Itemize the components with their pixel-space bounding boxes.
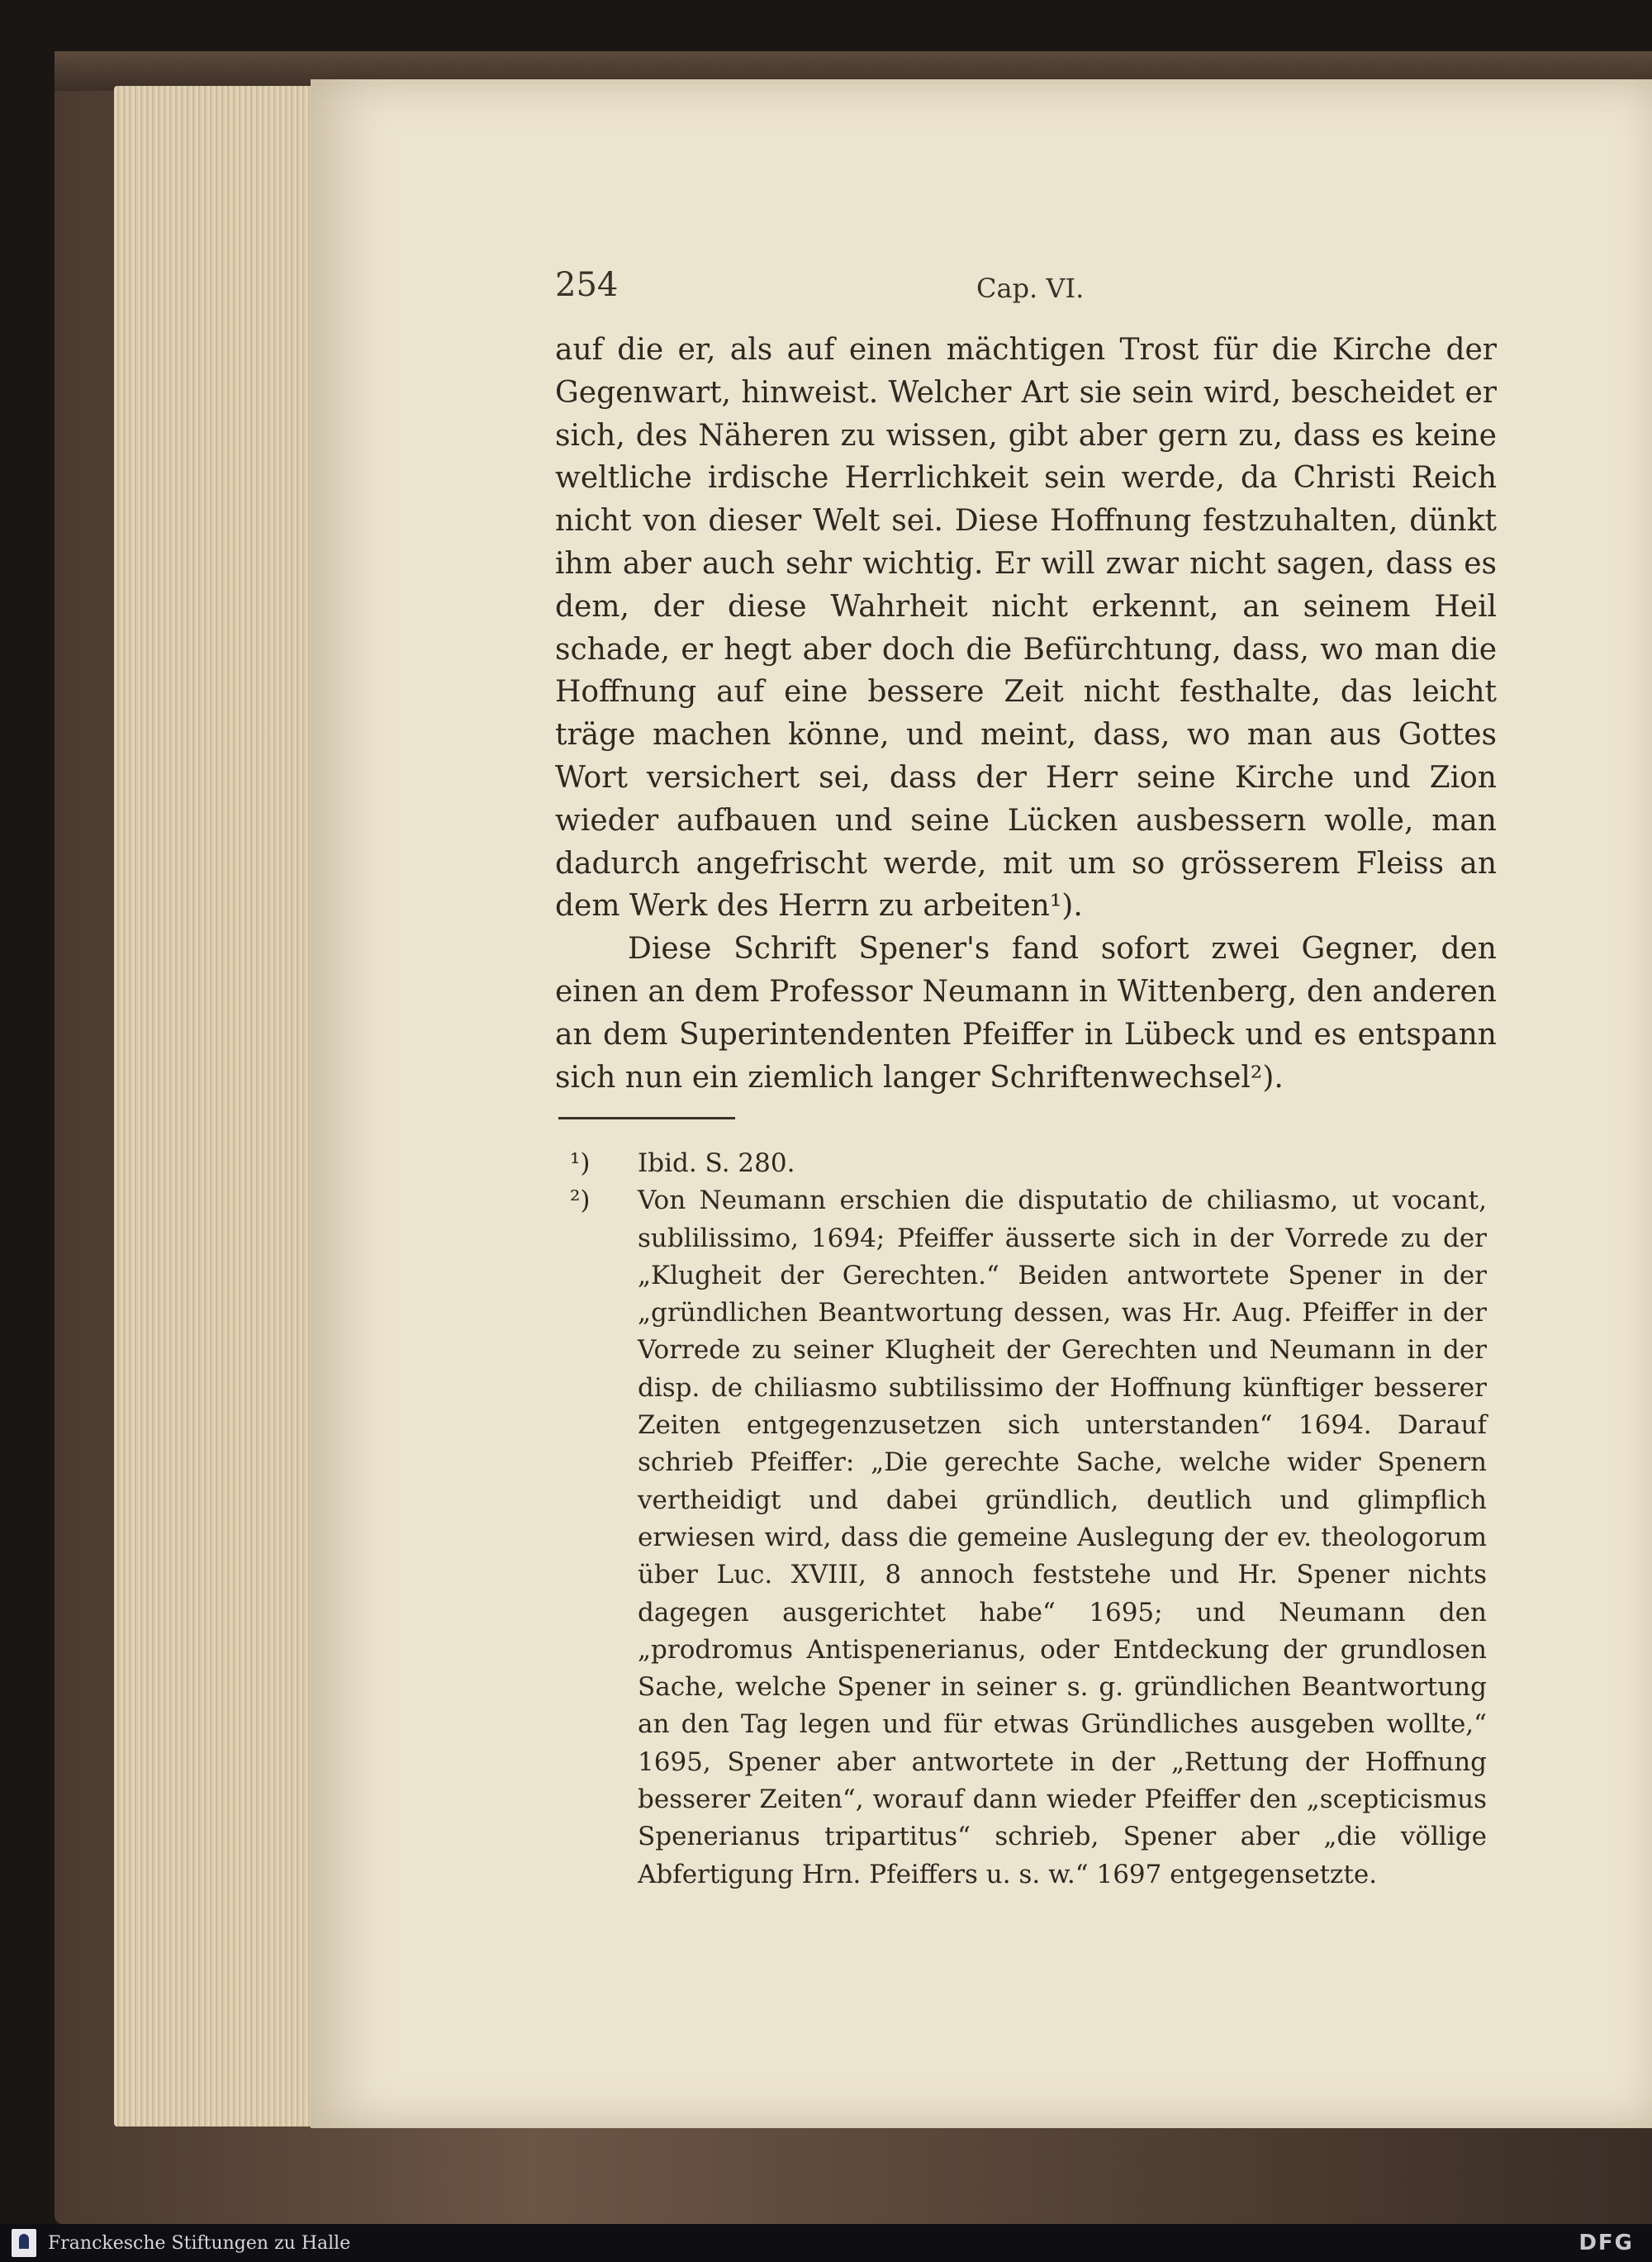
footnote [570, 1182, 1487, 1894]
page-number: 254 [555, 266, 619, 304]
footnote-mark: ²) [570, 1186, 591, 1216]
dfg-logo: DFG [1578, 2231, 1634, 2255]
footer-bar [0, 2224, 1652, 2262]
main-text [555, 329, 1497, 1099]
footnote-text: Ibid. S. 280. [638, 1148, 795, 1178]
paragraph: Diese Schrift Spener's fand sofort zwei Gegner, den einen an dem Professor Neumann in Wittenberg, den anderen an dem Superintendenten Pfeiffer in Lübeck und es entspann sich nun ein ziemlich langer Schriftenwechsel²). [555, 932, 1497, 1095]
footnote-text: Von Neumann erschien die disputatio de chiliasmo, ut vocant, sublilissimo, 1694; Pfeiffer äusserte sich in der Vorrede zu der „Klugheit der Gerechten.“ Beiden antwortete Spener in der „gründlichen Beantwortung dessen, was Hr. Aug. Pfeiffer in der Vorrede zu seiner Klugheit der Gerechten und Neumann in der disp. de chiliasmo subtilissimo der Hoffnung künftiger besserer Zeiten entgegenzusetzen sich unterstanden“ 1694. Darauf schrieb Pfeiffer: „Die gerechte Sache, welche wider Spenern vertheidigt und dabei gründlich, deutlich und glimpflich erwiesen wird, dass die gemeine Auslegung der ev. theologorum über Luc. XVIII, 8 annoch feststehe und Hr. Spener nichts dagegen ausgerichtet habe“ 1695; und Neumann den „prodromus Antispenerianus, oder Entdeckung der grundlosen Sache, welche Spener in seiner s. g. gründlichen Beantwortung an den Tag legen und für etwas Gründliches ausgeben wollte,“ 1695, Spener aber antwortete in der „Rettung der Hoffnung besserer Zeiten“, worauf dann wieder Pfeiffer den „scepticismus Spenerianus tripartitus“ schrieb, Spener aber „die völlige Abfertigung Hrn. Pfeiffers u. s. w.“ 1697 entgegensetzte. [638, 1186, 1487, 1889]
footnote-rule [558, 1117, 735, 1119]
footer-institution [12, 2229, 350, 2257]
institution-logo-icon [12, 2229, 36, 2257]
footnote-mark: ¹) [570, 1148, 591, 1178]
page-header [555, 266, 1521, 316]
institution-name: Franckesche Stiftungen zu Halle [48, 2232, 351, 2254]
running-head: Cap. VI. [976, 273, 1085, 304]
page-edges [114, 86, 320, 2127]
footnotes [570, 1145, 1487, 1894]
footnote [570, 1145, 1487, 1182]
paragraph: auf die er, als auf einen mächtigen Trost für die Kirche der Gegenwart, hinweist. Welcher Art sie sein wird, bescheidet er sich, des Näheren zu wissen, gibt aber gern zu, dass es keine weltliche irdische Herrlichkeit sein werde, da Christi Reich nicht von dieser Welt sei. Diese Hoffnung festzuhalten, dünkt ihm aber auch sehr wichtig. Er will zwar nicht sagen, dass es dem, der diese Wahrheit nicht erkennt, an seinem Heil schade, er hegt aber doch die Befürchtung, dass, wo man die Hoffnung auf eine bessere Zeit nicht festhalte, das leicht träge machen könne, und meint, dass, wo man aus Gottes Wort versichert sei, dass der Herr seine Kirche und Zion wieder aufbauen und seine Lücken ausbessern wolle, man dadurch angefrischt werde, mit um so grösserem Fleiss an dem Werk des Herrn zu arbeiten¹). [555, 333, 1497, 924]
